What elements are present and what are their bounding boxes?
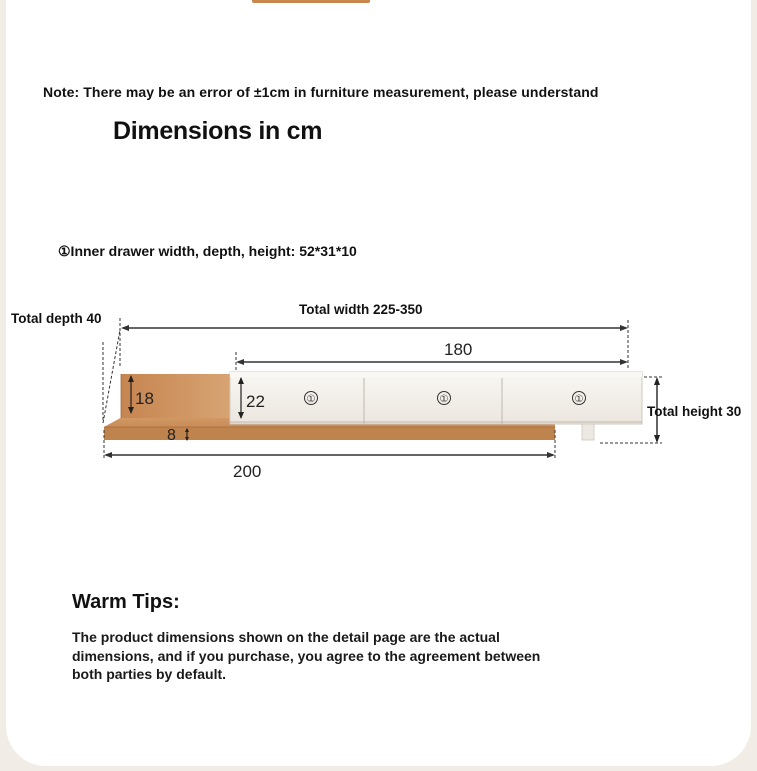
base-width-arrowhead-left bbox=[104, 452, 112, 458]
dimensions-title: Dimensions in cm bbox=[113, 117, 323, 145]
total-depth-label: Total depth 40 bbox=[11, 311, 102, 326]
cabinet-width-arrowhead-left bbox=[236, 359, 244, 365]
drawer-spec: ①Inner drawer width, depth, height: 52*31*10 bbox=[58, 243, 357, 259]
dimension-diagram bbox=[0, 290, 757, 490]
cabinet-height-label: 22 bbox=[246, 392, 265, 411]
top-accent-tab bbox=[252, 0, 370, 3]
left-block-height-label: 18 bbox=[135, 389, 154, 408]
drawer-mark-3: ① bbox=[574, 394, 584, 405]
total-height-arrowhead-top bbox=[654, 377, 660, 385]
base-width-arrowhead-right bbox=[547, 452, 555, 458]
warm-tips-title: Warm Tips: bbox=[72, 591, 180, 613]
warm-tips-body: The product dimensions shown on the detail page are the actual dimensions, and if you purchase, you agree to the agreement between both parties by default. bbox=[72, 629, 541, 682]
drawer-mark-2: ① bbox=[439, 394, 449, 405]
total-height-label: Total height 30 bbox=[647, 404, 742, 419]
cabinet-width-label: 180 bbox=[444, 340, 473, 359]
measurement-note: Note: There may be an error of ±1cm in furniture measurement, please understand bbox=[43, 84, 599, 100]
cabinet-top bbox=[230, 372, 642, 377]
total-height-arrowhead-bottom bbox=[654, 435, 660, 443]
base-thickness-label: 8 bbox=[167, 427, 176, 444]
total-width-arrowhead-left bbox=[121, 325, 129, 331]
total-width-label: Total width 225-350 bbox=[299, 302, 423, 317]
depth-line bbox=[103, 330, 120, 423]
drawer-mark-1: ① bbox=[306, 394, 316, 405]
total-width-arrowhead-right bbox=[620, 325, 628, 331]
base-width-label: 200 bbox=[233, 462, 262, 481]
cabinet-width-arrowhead-right bbox=[620, 359, 628, 365]
cabinet-leg bbox=[582, 424, 594, 440]
